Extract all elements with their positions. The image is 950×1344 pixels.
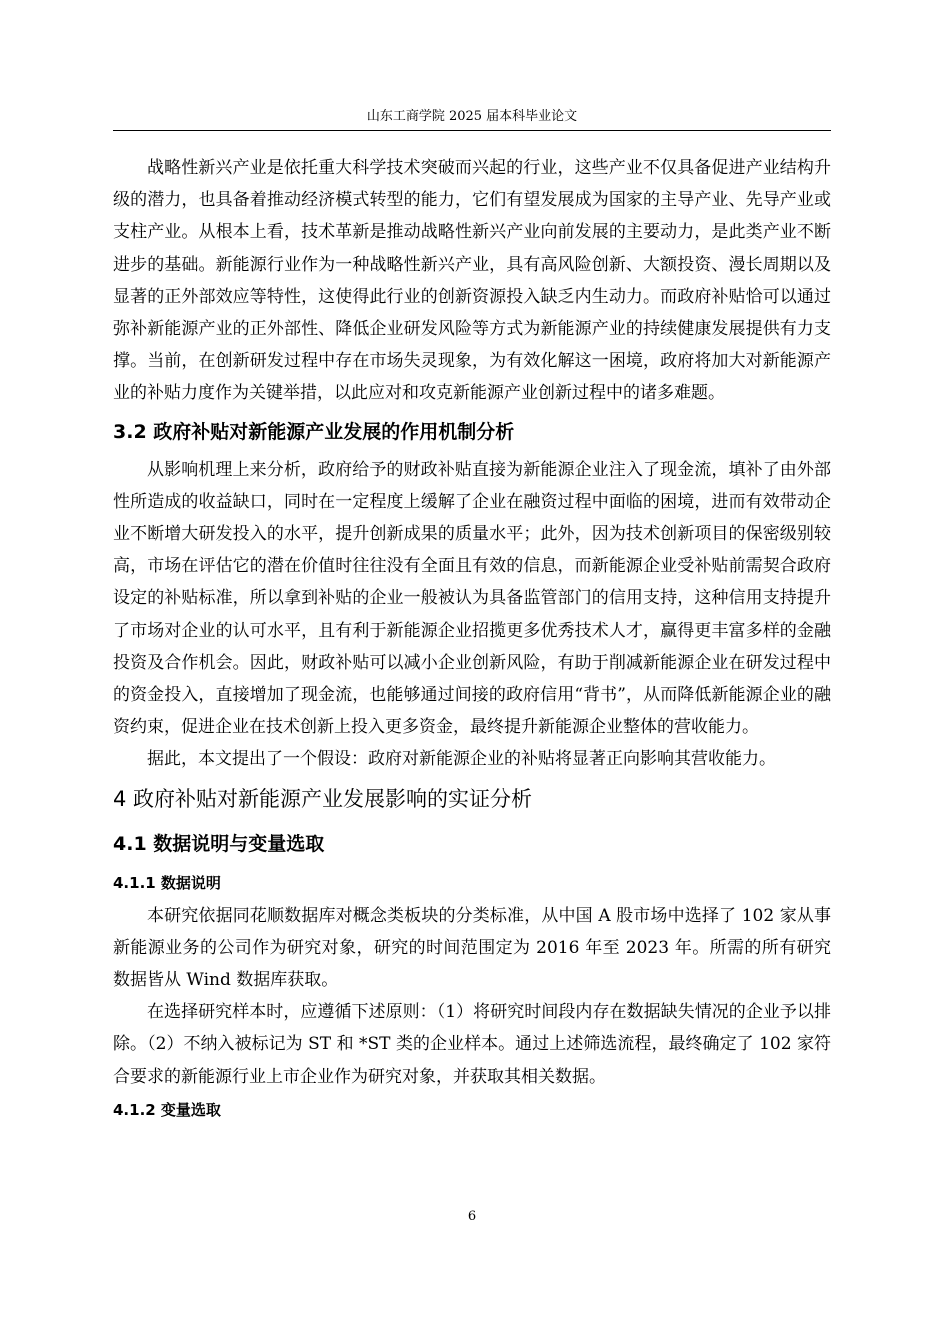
page-header: 山东工商学院 2025 届本科毕业论文 — [366, 109, 578, 124]
document-body — [113, 152, 831, 1127]
paragraph-sample-selection: 在选择研究样本时，应遵循下述原则：（1）将研究时间段内存在数据缺失情况的企业予以排除。（2）不纳入被标记为 ST 和 *ST 类的企业样本。通过上述筛选流程，最终确定了 102 家符合要求的新能源行业上市企业作为研究对象，并获取其相关数据。 — [113, 1002, 831, 1087]
subsection-heading-4-1-1: 4.1.1 数据说明 — [113, 873, 221, 892]
page-number: 6 — [467, 1209, 477, 1224]
subsection-heading-4-1-2: 4.1.2 变量选取 — [113, 1100, 221, 1119]
paragraph-strategic-industries: 战略性新兴产业是依托重大科学技术突破而兴起的行业，这些产业不仅具备促进产业结构升级的潜力，也具备着推动经济模式转型的能力，它们有望发展成为国家的主导产业、先导产业或支柱产业。从根本上看，技术革新是推动战略性新兴产业向前发展的主要动力，是此类产业不断进步的基础。新能源行业作为一种战略性新兴产业，具有高风险创新、大额投资、漫长周期以及显著的正外部效应等特性，这使得此行业的创新资源投入缺乏内生动力。而政府补贴恰可以通过弥补新能源产业的正外部性、降低企业研发风险等方式为新能源产业的持续健康发展提供有力支撑。当前，在创新研发过程中存在市场失灵现象，为有效化解这一困境，政府将加大对新能源产业的补贴力度作为关键举措，以此应对和攻克新能源产业创新过程中的诸多难题。 — [113, 158, 831, 404]
section-heading-3-2: 3.2 政府补贴对新能源产业发展的作用机制分析 — [113, 420, 515, 443]
paragraph-mechanism-analysis: 从影响机理上来分析，政府给予的财政补贴直接为新能源企业注入了现金流，填补了由外部性所造成的收益缺口，同时在一定程度上缓解了企业在融资过程中面临的困境，进而有效带动企业不断增大研发投入的水平，提升创新成果的质量水平；此外，因为技术创新项目的保密级别较高，市场在评估它的潜在价值时往往没有全面且有效的信息，而新能源企业受补贴前需契合政府设定的补贴标准，所以拿到补贴的企业一般被认为具备监管部门的信用支持，这种信用支持提升了市场对企业的认可水平，且有利于新能源企业招揽更多优秀技术人才，赢得更丰富多样的金融投资及合作机会。因此，财政补贴可以减小企业创新风险，有助于削减新能源企业在研发过程中的资金投入，直接增加了现金流，也能够通过间接的政府信用“背书”，从而降低新能源企业的融资约束，促进企业在技术创新上投入更多资金，最终提升新能源企业整体的营收能力。 — [113, 459, 831, 738]
paragraph-hypothesis: 据此，本文提出了一个假设：政府对新能源企业的补贴将显著正向影响其营收能力。 — [147, 749, 776, 770]
section-heading-4-1: 4.1 数据说明与变量选取 — [113, 832, 325, 855]
header-divider — [113, 130, 831, 131]
chapter-heading-4: 4 政府补贴对新能源产业发展影响的实证分析 — [113, 786, 533, 811]
paragraph-data-source: 本研究依据同花顺数据库对概念类板块的分类标准，从中国 A 股市场中选择了 102 家从事新能源业务的公司作为研究对象，研究的时间范围定为 2016 年至 2023 年。所需的所有研究数据皆从 Wind 数据库获取。 — [113, 905, 831, 991]
